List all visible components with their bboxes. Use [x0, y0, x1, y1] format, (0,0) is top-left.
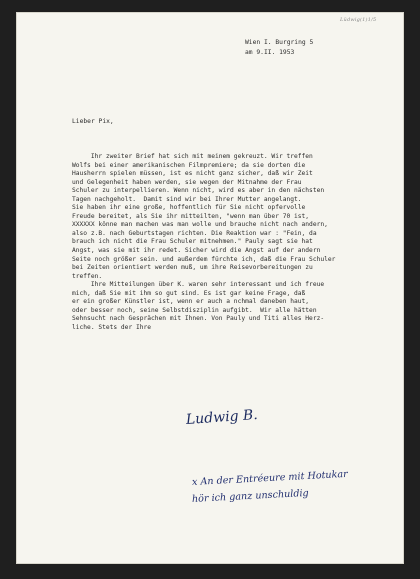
body-line: bei Zeiten orientiert werden muß, um ihre Reisevorbereitungen zu [72, 264, 313, 272]
body-line: Sie haben ihr eine große, hoffentlich für Sie nicht opfervolle [72, 204, 306, 212]
body-line: er ein großer Künstler ist, wenn er auch a nchmal daneben haut, [72, 298, 310, 306]
body-line: oder besser noch, seine Selbstdisziplin aufgibt. Wir alle hätten [72, 306, 317, 314]
body-line: Schuler zu interpellieren. Wenn nicht, wird es aber in den nächsten [72, 187, 325, 195]
letter-header [245, 38, 313, 57]
letter-body [72, 153, 397, 332]
body-line: Ihre Mitteilungen über K. waren sehr interessant und ich freue [72, 281, 325, 289]
letter-sheet [16, 12, 404, 564]
handwritten-signature: Ludwig B. [185, 407, 259, 428]
body-line: liche. Stets der Ihre [72, 323, 152, 331]
body-line: Ihr zweiter Brief hat sich mit meinem gekreuzt. Wir treffen [72, 153, 313, 160]
postscript-line: hör ich ganz unschuldig [191, 487, 309, 505]
body-line: brauch ich nicht die Frau Schuler mitnehmen." Pauly sagt sie hat [72, 238, 313, 246]
body-line: Hausherrn spielen müssen, ist es nicht ganz sicher, daß wir Zeit [72, 170, 313, 178]
body-line: Wolfs bei einer amerikanischen Filmpremiere; da sie dorten die [72, 161, 306, 169]
body-line: mich, daß Sie mit ihm so gut sind. Es ist gar keine Frage, daß [72, 289, 306, 297]
body-line: treffen. [72, 272, 103, 280]
body-line: Angst, was sie mit ihr redet. Sicher wird die Angst auf der andern [72, 247, 321, 255]
salutation: Lieber Pix, [72, 118, 114, 125]
body-line: Seite noch größer sein. und außerdem fürchte ich, daß die Frau Schuler [72, 255, 336, 263]
body-line: und Gelegenheit haben werden, sie wegen der Mitnahme der Frau [72, 178, 302, 186]
body-line: also z.B. nach Geburtstagen richten. Die Reaktion war : "Fein, da [72, 229, 317, 237]
handwritten-postscript [191, 468, 402, 508]
sender-address: Wien I. Burgring 5 [245, 39, 314, 46]
postscript-line: x An der Entréeure mit Hotukar [191, 468, 348, 488]
archive-pencil-note: Lüdwig(1)1/5 [340, 17, 377, 23]
body-line: XXXXXX könne man machen was man wolle und brauche nicht nach andern, [72, 221, 328, 229]
body-line: Sehnsucht nach Gesprächen mit Ihnen. Von Pauly und Titi alles Herz- [72, 315, 325, 323]
letter-date: am 9.II. 1953 [245, 48, 295, 56]
body-line: Tagen nachgeholt. Damit sind wir bei Ihrer Mutter angelangt. [72, 195, 302, 203]
body-line: Freude bereitet, als Sie ihr mitteilten, "wenn man über 70 ist, [72, 212, 310, 220]
